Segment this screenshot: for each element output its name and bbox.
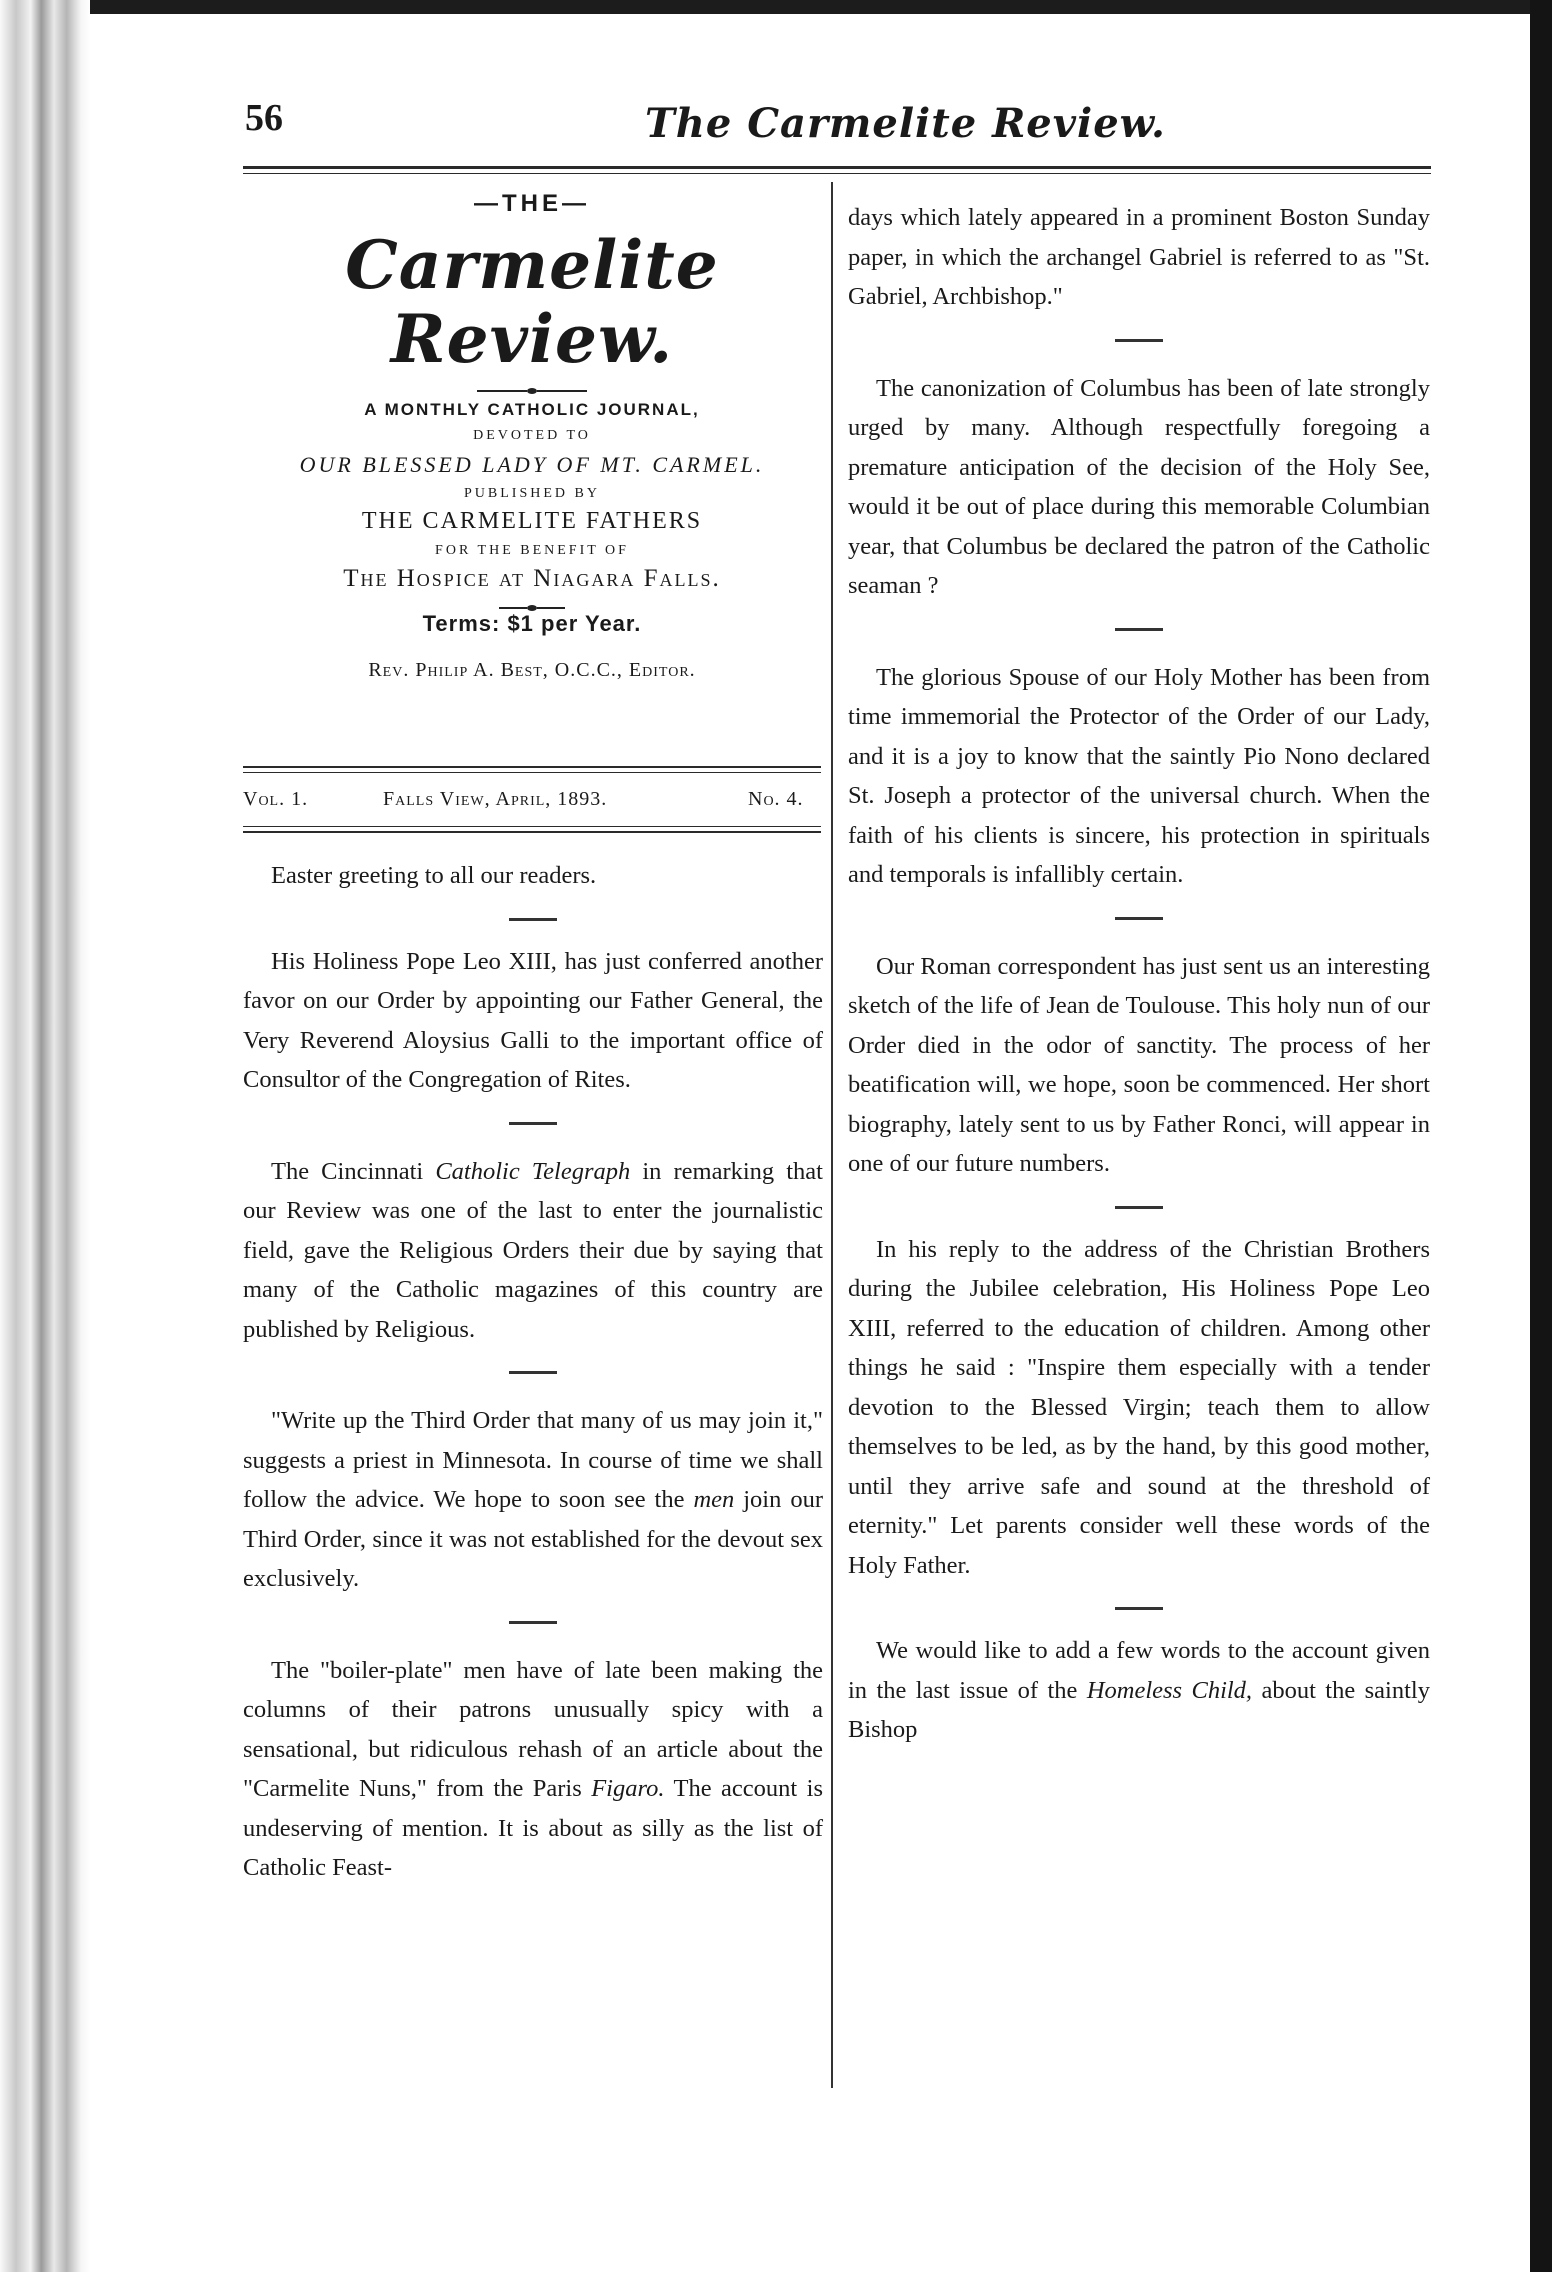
masthead-title: Carmelite Review.: [345, 226, 719, 378]
masthead-editor: Rev. Philip A. Best, O.C.C., Editor.: [368, 659, 696, 681]
running-title: The Carmelite Review.: [645, 100, 1166, 147]
section-separator: [243, 896, 823, 942]
masthead-lady: OUR BLESSED LADY OF MT. CARMEL.: [299, 452, 765, 477]
paragraph-easter: Easter greeting to all our readers.: [271, 862, 597, 889]
section-separator: [848, 1585, 1430, 1631]
section-separator: [243, 1349, 823, 1401]
masthead-hospice: The Hospice at Niagara Falls.: [343, 565, 721, 592]
masthead-devoted: DEVOTED TO: [473, 428, 591, 443]
volume-rule-bottom-2: [243, 831, 821, 833]
right-column: [848, 198, 1430, 1750]
masthead-subtitle: A MONTHLY CATHOLIC JOURNAL,: [364, 400, 700, 419]
paragraph-christian-brothers: In his reply to the address of the Christian Brothers during the Jubilee celebration, His Holiness Pope Leo XIII, referred to the education of children. Among other things he said : "Inspire them especially with a tender devotion to the Blessed Virgin; teach them to allow themselves to be led, as by the hand, by this good mother, until they arrive safe and sound at the threshold of eternity." Let parents consider well these words of the Holy Father.: [848, 1235, 1430, 1579]
section-separator: [243, 1100, 823, 1152]
paragraph-columbus: The canonization of Columbus has been of late strongly urged by many. Although respectfully foregoing a premature anticipation of the decision of the Holy See, would it be out of place during this memorable Columbian year, that Columbus be declared the patron of the Catholic seaman ?: [848, 374, 1430, 599]
volume-number: Vol. 1.: [243, 788, 309, 810]
masthead-benefit: FOR THE BENEFIT OF: [435, 543, 629, 558]
paragraph-telegraph: The Cincinnati Catholic Telegraph in remarking that our Review was one of the last to enter the journalistic field, gave the Religious Orders their due by saying that many of the Catholic magazines of this country are published by Religious.: [243, 1157, 823, 1343]
ornament-divider: [243, 599, 821, 605]
masthead-fathers: THE CARMELITE FATHERS: [361, 508, 703, 534]
book-binding: [0, 0, 90, 2272]
scan-top-edge: [0, 0, 1552, 14]
left-column: [243, 856, 823, 1888]
paragraph-st-joseph: The glorious Spouse of our Holy Mother has been from time immemorial the Protector of the Order of our Lady, and it is a joy to know that the saintly Pio Nono declared St. Joseph a protector of the universal church. When the faith of his clients is sincere, his protection in spirituals and temporals is infallibly certain.: [848, 663, 1430, 888]
paragraph-boiler-plate: The "boiler-plate" men have of late been making the columns of their patrons unusually spicy with a sensational, but ridiculous rehash of an article about the "Carmelite Nuns," from the Paris Figaro. The account is undeserving of mention. It is about as silly as the list of Catholic Feast-: [243, 1656, 823, 1881]
column-divider: [831, 182, 833, 2088]
masthead-published: PUBLISHED BY: [464, 486, 600, 501]
paragraph-jean-de-toulouse: Our Roman correspondent has just sent us an interesting sketch of the life of Jean de Toulouse. This holy nun of our Order died in the odor of sanctity. The process of her beatification will, we hope, soon be commenced. Her short biography, lately sent to us by Father Ronci, will appear in one of our future numbers.: [848, 952, 1430, 1177]
masthead: [243, 190, 821, 682]
header-rule-top: [243, 166, 1431, 169]
volume-rule-bottom: [243, 826, 821, 827]
header-rule-bottom: [243, 173, 1431, 174]
section-separator: [848, 895, 1430, 947]
paragraph-feast-days: days which lately appeared in a prominent Boston Sunday paper, in which the archangel Gabriel is referred to as "St. Gabriel, Archbishop.": [848, 204, 1430, 310]
section-separator: [848, 317, 1430, 369]
section-separator: [243, 1599, 823, 1651]
volume-rule-top: [243, 766, 821, 768]
paragraph-pope-leo: His Holiness Pope Leo XIII, has just conferred another favor on our Order by appointing our Father General, the Very Reverend Aloysius Galli to the important office of Consultor of the Congregation of Rites.: [243, 947, 823, 1093]
page-number: 56: [245, 97, 283, 139]
volume-rule-top-2: [243, 772, 821, 773]
paragraph-third-order: "Write up the Third Order that many of us may join it," suggests a priest in Minnesota. In course of time we shall follow the advice. We hope to soon see the men join our Third Order, since it was not established for the devout sex exclusively.: [243, 1407, 823, 1592]
paragraph-homeless-child: We would like to add a few words to the account given in the last issue of the Homeless Child, about the saintly Bishop: [848, 1637, 1430, 1743]
masthead-the: —THE—: [474, 190, 590, 217]
issue-number: No. 4.: [748, 788, 804, 810]
scan-right-edge: [1530, 0, 1552, 2272]
section-separator: [848, 1184, 1430, 1230]
ornament-divider: [243, 382, 821, 388]
volume-place-date: Falls View, April, 1893.: [383, 788, 608, 810]
section-separator: [848, 606, 1430, 658]
masthead-terms: Terms: $1 per Year.: [422, 611, 642, 636]
